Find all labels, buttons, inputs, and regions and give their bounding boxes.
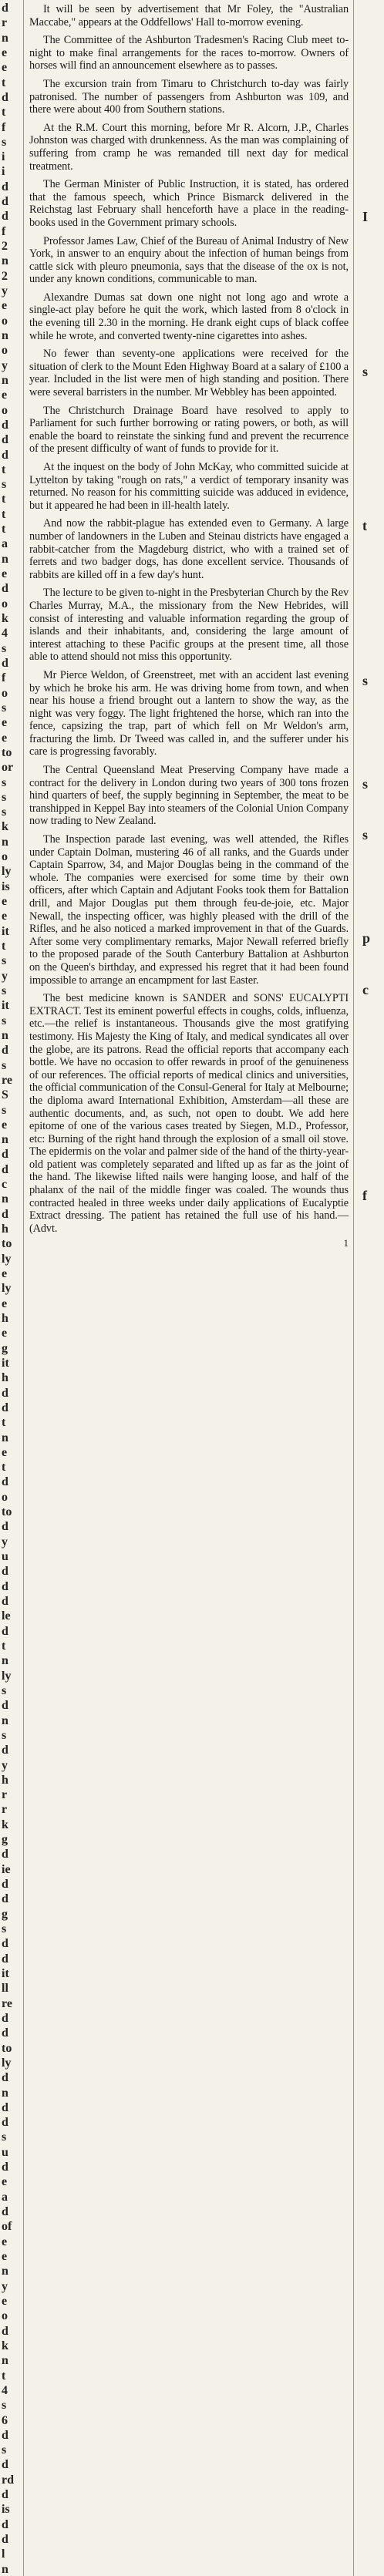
left-fragment: s [2,1058,7,1072]
left-fragment: d [2,2071,8,2085]
left-fragment: s [2,1103,7,1117]
left-fragment: n [2,2562,8,2576]
left-fragment: rd [2,2473,14,2487]
column-rule-left [23,0,24,2576]
left-fragment: e [2,1118,8,1132]
right-fragment: f [362,1188,367,1204]
right-fragment: t [362,518,367,534]
left-fragment: f [2,224,6,238]
left-fragment: d [2,2458,8,2472]
left-fragment: g [2,1341,8,1355]
paragraph-foley: It will be seen by advertisement that Mr Foley, the "Australian Maccabe," appears at the Oddfellows' Hall to-morrow evening. [29,3,349,29]
left-fragment: i [2,165,5,179]
left-fragment: t [2,106,6,119]
left-fragment: c [2,1178,8,1192]
left-fragment: t [2,1416,6,1430]
right-fragment: I [362,209,369,225]
left-fragment: g [2,1833,8,1847]
left-fragment: t [2,493,6,506]
left-fragment: s [2,954,7,968]
left-fragment: r [2,1788,8,1802]
left-fragment: e [2,716,8,730]
left-fragment: d [2,1699,8,1713]
left-fragment: n [2,373,8,387]
left-fragment: n [2,2086,8,2100]
left-fragment: h [2,1371,8,1385]
right-fragment: s [362,775,369,792]
left-fragment: t [2,940,6,953]
left-fragment: d [2,1937,8,1951]
left-fragment: e [2,61,8,75]
left-column-fragments [0,0,22,2576]
left-fragment: d [2,2428,8,2442]
left-fragment: 2 [2,269,8,283]
left-fragment: e [2,1267,8,1281]
left-fragment: to [2,745,12,759]
left-fragment: d [2,2488,8,2502]
left-fragment: r [2,16,8,30]
left-fragment: e [2,731,8,745]
paragraph-eucalypti-advert: The best medicine known is SANDER and SONS' EUCALYPTI EXTRACT. Test its eminent powerful effects in coughs, colds, influenza, etc.—the relief is instantaneous. Thousands give the most gratifying testimony. His Majesty the King of Italy, and medical syndicates all over the globe, are its patrons. Read the official reports that accompany each bottle. We have no occasion to offer rewards in proof of the genuineness of our references. The official reports of medical clinics and universities, the official communication of the Consul-General for Italy at Melbourne; the diploma award International Exhibition, Amsterdam—all these are authentic documents, and, as such, not open to doubt. We add here epitome of one of the various cases treated by Siegen, M.D., Professor, etc: Burning of the right hand through the explosion of a small oil stove. The epidermis on the volar and palmer side of the hand of the thirty-year-old patient was completely separated and lifted up as far as the joint of the hand. The likewise lifted nails were hanging loose, and half of the phalanx of the nail of the middle finger was coaled. The wounds thus contracted healed in three weeks under daily applications of Eucalyptie Extract dressing. The patient has retained the full use of his hand.—(Advt. [29,992,349,1235]
left-fragment: s [2,641,7,655]
left-fragment: 4 [2,2383,8,2397]
left-fragment: d [2,195,8,209]
paragraph-racing-club: The Committee of the Ashburton Tradesmen's Racing Club meet to-night to make final arrangements for the races to-morrow. Owners of horses will find an announcement elsewhere as to passes. [29,34,349,72]
left-fragment: to [2,2041,12,2055]
left-fragment: d [2,433,8,447]
left-fragment: t [2,1461,6,1475]
column-rule-right [353,0,354,2576]
left-fragment: d [2,2205,8,2219]
left-fragment: d [2,582,8,596]
left-fragment: it [2,924,9,938]
left-fragment: y [2,1535,8,1549]
left-fragment: t [2,523,6,536]
left-fragment: d [2,418,8,432]
left-fragment: s [2,2443,7,2457]
left-fragment: s [2,805,7,819]
left-fragment: u [2,2145,8,2159]
left-fragment: d [2,1401,8,1414]
left-fragment: a [2,2190,8,2204]
left-fragment: s [2,790,7,804]
left-fragment: it [2,1356,9,1370]
left-fragment: y [2,284,8,298]
left-fragment: e [2,1445,8,1459]
left-fragment: d [2,1848,8,1861]
left-fragment: d [2,180,8,193]
left-fragment: o [2,1490,8,1504]
left-fragment: o [2,597,8,610]
left-fragment: k [2,820,8,834]
paragraph-pleuro-pneumonia: Professor James Law, Chief of the Bureau of Animal Industry of New York, in answer to an enquiry about the infection of human beings from cattle sick with pleuro pneumonia, says that the disease of the ox is not, under any known conditions, communicable to man. [29,234,349,286]
left-fragment: d [2,1744,8,1757]
left-fragment: to [2,1237,12,1251]
left-fragment: d [2,1386,8,1400]
left-fragment: re [2,1073,12,1087]
left-fragment: s [2,701,7,715]
left-fragment: d [2,1162,8,1176]
left-fragment: y [2,2279,8,2293]
left-fragment: e [2,567,8,581]
left-fragment: e [2,2250,8,2263]
left-fragment: d [2,2026,8,2040]
paragraph-inquest: At the inquest on the body of John McKay, who committed suicide at Lyttelton by taking "rough on rats," a verdict of temporary insanity was returned. No reason for his committing suicide was adduced in evidence, but it appeared he had been in ill-health lately. [29,461,349,512]
news-column [29,3,349,1249]
left-fragment: n [2,1192,8,1206]
left-fragment: is [2,2503,10,2517]
left-fragment: f [2,120,6,134]
left-fragment: i [2,150,5,164]
left-fragment: k [2,2339,8,2352]
left-fragment: h [2,1222,8,1236]
left-fragment: l [2,2547,5,2561]
left-fragment: it [2,999,9,1013]
left-fragment: ly [2,1252,12,1266]
left-fragment: d [2,2116,8,2130]
left-fragment: s [2,2130,7,2144]
left-fragment: n [2,2354,8,2368]
right-fragment: s [362,363,369,379]
left-fragment: t [2,462,6,476]
left-fragment: to [2,1505,12,1519]
left-fragment: d [2,2161,8,2174]
left-fragment: d [2,1595,8,1609]
left-fragment: e [2,45,8,59]
left-fragment: d [2,2100,8,2114]
left-fragment: s [2,1922,7,1935]
right-column-fragments [358,0,384,2576]
left-fragment: h [2,1773,8,1787]
paragraph-meat-preserving: The Central Queensland Meat Preserving Company have made a contract for the delivery in London during two years of 300 tons frozen hind quarters of beef, the supply beginning in September, the meat to be transhipped in Keppel Bay into steamers of the Colonial Union Company now trading to New Zealand. [29,764,349,828]
left-fragment: h [2,1311,8,1325]
left-fragment: d [2,1520,8,1534]
left-fragment: d [2,90,8,104]
paragraph-dumas: Alexandre Dumas sat down one night not long ago and wrote a single-act play before he quit the work, which lasted from 8 o'clock in the evening till 2.30 in the morning. He drank eight cups of black coffee while he wrote, and converted twenty-nine cigarettes into ashes. [29,291,349,342]
left-fragment: d [2,448,8,462]
left-fragment: 2 [2,240,8,254]
left-fragment: s [2,1014,7,1027]
left-fragment: d [2,2517,8,2531]
left-fragment: ly [2,2056,12,2070]
left-fragment: n [2,835,8,849]
left-fragment: t [2,2369,6,2383]
left-fragment: d [2,1878,8,1892]
left-fragment: 6 [2,2413,8,2427]
left-fragment: e [2,388,8,402]
left-fragment: n [2,1431,8,1444]
paragraph-lecture: The lecture to be given to-night in the Presbyterian Church by the Rev Charles Murray, M.A., the missionary from the New Hebrides, will consist of interesting and valuable information regarding the group of islands and their inhabitants, and, considering the large amount of interest attaching to these Pacific groups at the present time, all those able to attend should not miss this opportunity. [29,587,349,664]
left-fragment: s [2,775,7,789]
left-fragment: d [2,1207,8,1221]
left-fragment: d [2,2533,8,2547]
left-fragment: s [2,1683,7,1697]
left-fragment: e [2,1296,8,1310]
left-fragment: a [2,537,8,551]
left-fragment: is [2,879,10,893]
left-fragment: of [2,2220,12,2234]
left-fragment: u [2,1550,8,1564]
left-fragment: ie [2,1862,11,1876]
paragraph-clerk-applications: No fewer than seventy-one applications were received for the situation of clerk to the Mount Eden Highway Board at a salary of £100 a year. Included in the list were men of high standing and position. There were several barristers in the number. Mr Webbley has been appointed. [29,348,349,399]
left-fragment: y [2,358,8,372]
left-fragment: n [2,1028,8,1042]
left-fragment: t [2,76,6,89]
left-fragment: e [2,910,8,923]
left-fragment: d [2,1579,8,1593]
left-fragment: s [2,478,7,492]
right-fragment: s [362,672,369,688]
left-fragment: n [2,1713,8,1727]
right-fragment: c [362,981,369,997]
left-fragment: 4 [2,627,8,641]
left-fragment: d [2,1044,8,1058]
left-fragment: o [2,314,8,328]
left-fragment: n [2,2265,8,2278]
left-fragment: d [2,210,8,224]
paragraph-bismarck-speech: The German Minister of Public Instruction, it is stated, has ordered that the famous speech, which Prince Bismarck delivered in the Reichstag last February shall henceforth have a place in the reading-books used in the Government primary schools. [29,178,349,229]
left-fragment: S [2,1088,8,1102]
left-fragment: n [2,1133,8,1147]
left-fragment: k [2,612,8,626]
left-fragment: e [2,2235,8,2248]
paragraph-rm-court: At the R.M. Court this morning, before Mr R. Alcorn, J.P., Charles Johnston was charged with drunkenness. As the man was complaining of suffering from cramp he was remanded till next day for medical treatment. [29,121,349,173]
left-fragment: n [2,328,8,342]
right-fragment: s [362,827,369,843]
left-fragment: d [2,1475,8,1489]
left-fragment: n [2,1654,8,1668]
left-fragment: d [2,1148,8,1162]
advert-number: 1 [343,1237,349,1249]
left-fragment: o [2,686,8,700]
left-fragment: s [2,984,7,997]
left-fragment: le [2,1609,11,1623]
left-fragment: s [2,1728,7,1742]
left-fragment: d [2,1892,8,1906]
left-fragment: e [2,2294,8,2308]
left-fragment: ly [2,1669,12,1683]
left-fragment: o [2,850,8,864]
left-fragment: d [2,1565,8,1579]
left-fragment: k [2,1818,8,1831]
left-fragment: t [2,1639,6,1653]
left-fragment: d [2,656,8,670]
paragraph-excursion-train: The excursion train from Timaru to Christchurch to-day was fairly patronised. The number of passengers from Ashburton was 109, and there were about 400 from Southern stations. [29,77,349,116]
left-fragment: d [2,1952,8,1966]
left-fragment: or [2,761,14,775]
left-fragment: y [2,1758,8,1772]
left-fragment: d [2,2,8,15]
left-fragment: s [2,135,7,149]
right-fragment: p [362,930,371,947]
left-fragment: s [2,2399,7,2413]
left-fragment: re [2,1996,12,2010]
paragraph-inspection-parade: The Inspection parade last evening, was well attended, the Rifles under Captain Dolman, mustering 46 of all ranks, and the Guards under Captain Sparrow, 34, and Major Douglas being in the command of the whole. The companies were exercised for some time by their own officers, after which Captain and Adjutant Fooks took them for Battalion drill, and Major Douglas put them through feu-de-joie, etc. Major Newall, the inspecting officer, was highly pleased with the drill of the Rifles, and he also noticed a marked improvement in that of the Guards. After some very complimentary remarks, Major Newall referred briefly to the proposed parade of the South Canterbury Battalion at Ashburton on the Queen's birthday, and expressed his regret that it had been found impossible to arrange an encampment for last Easter. [29,833,349,987]
left-fragment: ly [2,1282,12,1296]
left-fragment: r [2,1803,8,1817]
left-fragment: d [2,2324,8,2338]
paragraph-drainage-board: The Christchurch Drainage Board have resolved to apply to Parliament for such further borrowing or rating powers, or both, as will enable the board to reinstate the sinking fund and prevent the recurrence of the present difficulty of want of funds to provide for it. [29,404,349,456]
paragraph-weldon-accident: Mr Pierce Weldon, of Greenstreet, met with an accident last evening by which he broke his arm. He was driving home from town, and when near his house a friend brought out a lantern to show the way, as the night was very foggy. The light frightened the horse, which ran into the fence, capsizing the trap, part of which fell on Mr Weldon's arm, fracturing the limb. Dr Tweed was called in, and the sufferer under his care is progressing favorably. [29,668,349,758]
left-fragment: n [2,31,8,45]
paragraph-rabbit-plague: And now the rabbit-plague has extended even to Germany. A large number of landowners in the Luben and Steinau districts have engaged a rabbit-catcher from the Magdeburg district, who with a trained set of ferrets and two badger dogs, has done excellent service. Thousands of rabbits are killed off in a few day's hunt. [29,517,349,581]
left-fragment: n [2,552,8,566]
left-fragment: g [2,1907,8,1921]
left-fragment: e [2,1327,8,1340]
left-fragment: f [2,671,6,685]
left-fragment: o [2,403,8,417]
left-fragment: ll [2,1982,8,1996]
left-fragment: ly [2,865,12,879]
left-fragment: e [2,299,8,313]
left-fragment: d [2,1624,8,1638]
left-fragment: y [2,969,8,983]
left-fragment: d [2,2011,8,2025]
left-fragment: o [2,344,8,358]
left-fragment: e [2,895,8,909]
left-fragment: it [2,1966,9,1980]
left-fragment: e [2,2175,8,2189]
left-fragment: n [2,254,8,268]
left-fragment: t [2,507,6,521]
left-fragment: o [2,2309,8,2323]
